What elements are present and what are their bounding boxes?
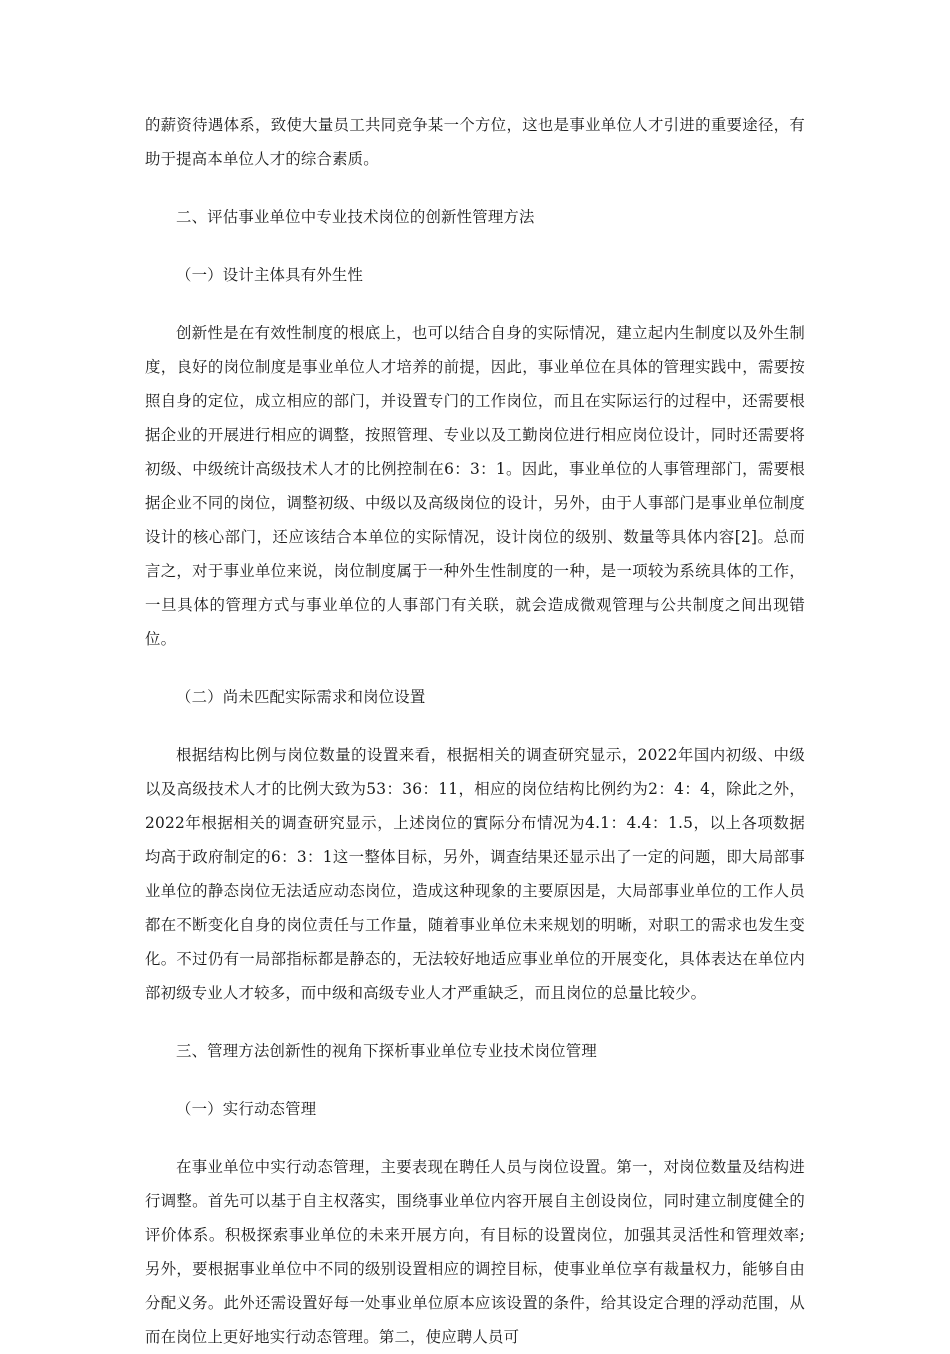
- subsection-heading-3-1: （一）实行动态管理: [176, 1100, 317, 1118]
- paragraph-dynamic-management: 在事业单位中实行动态管理，主要表现在聘任人员与岗位设置。第一，对岗位数量及结构进行调整。首先可以基于自主权落实，围绕事业单位内容开展自主创设岗位，同时建立制度健全的评价体系。积极探索事业单位的未来开展方向，有目标的设置岗位，加强其灵活性和管理效率;另外，要根据事业单位中不同的级别设置相应的调控目标，使事业单位享有裁量权力，能够自由分配义务。此外还需设置好每一处事业单位原本应该设置的条件，给其设定合理的浮动范围，从而在岗位上更好地实行动态管理。第二，使应聘人员可: [145, 1158, 805, 1346]
- section-heading-2: 二、评估事业单位中专业技术岗位的创新性管理方法: [176, 208, 535, 226]
- section-heading-3: 三、管理方法创新性的视角下探析事业单位专业技术岗位管理: [176, 1042, 597, 1060]
- document-page: [145, 108, 805, 1354]
- paragraph-exogenous-design: 创新性是在有效性制度的根底上，也可以结合自身的实际情况，建立起内生制度以及外生制度，良好的岗位制度是事业单位人才培养的前提，因此，事业单位在具体的管理实践中，需要按照自身的定位，成立相应的部门，并设置专门的工作岗位，而且在实际运行的过程中，还需要根据企业的开展进行相应的调整，按照管理、专业以及工勤岗位进行相应岗位设计，同时还需要将初级、中级统计高级技术人才的比例控制在6：3：1。因此，事业单位的人事管理部门，需要根据企业不同的岗位，调整初级、中级以及高级岗位的设计，另外，由于人事部门是事业单位制度设计的核心部门，还应该结合本单位的实际情况，设计岗位的级别、数量等具体内容[2]。总而言之，对于事业单位来说，岗位制度属于一种外生性制度的一种，是一项较为系统具体的工作，一旦具体的管理方式与事业单位的人事部门有关联，就会造成微观管理与公共制度之间出现错位。: [145, 324, 805, 648]
- paragraph-continuation: 的薪资待遇体系，致使大量员工共同竞争某一个方位，这也是事业单位人才引进的重要途径，有助于提高本单位人才的综合素质。: [145, 116, 805, 168]
- subsection-heading-2-1: （一）设计主体具有外生性: [176, 266, 364, 284]
- subsection-heading-2-2: （二）尚未匹配实际需求和岗位设置: [176, 688, 426, 706]
- paragraph-demand-mismatch: 根据结构比例与岗位数量的设置来看，根据相关的调查研究显示，2022年国内初级、中级以及高级技术人才的比例大致为53：36：11，相应的岗位结构比例约为2：4：4，除此之外，2022年根据相关的调查研究显示，上述岗位的實际分布情况为4.1：4.4：1.5，以上各项数据均高于政府制定的6：3：1这一整体目标，另外，调查结果还显示出了一定的问题，即大局部事业单位的静态岗位无法适应动态岗位，造成这种现象的主要原因是，大局部事业单位的工作人员都在不断变化自身的岗位责任与工作量，随着事业单位未来规划的明晰，对职工的需求也发生变化。不过仍有一局部指标都是静态的，无法较好地适应事业单位的开展变化，具体表达在单位内部初级专业人才较多，而中级和高级专业人才严重缺乏，而且岗位的总量比较少。: [145, 746, 805, 1002]
